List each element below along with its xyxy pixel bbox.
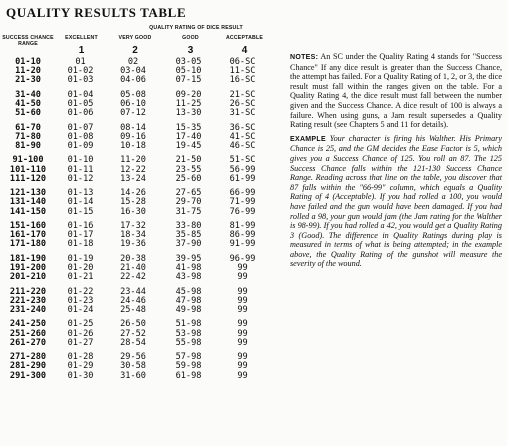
notes-paragraph — [290, 52, 502, 130]
rating-range-cell: 57-98 — [175, 352, 202, 363]
rating-range-cell: 43-98 — [175, 272, 202, 283]
table-row — [0, 142, 269, 151]
rating-range-cell: 01-05 — [67, 99, 94, 109]
rating-range-cell: 01-26 — [67, 328, 94, 339]
rating-range-cell: 11-25 — [175, 99, 202, 109]
rating-range-cell: 99 — [237, 262, 248, 273]
col-header-label: SUCCESS CHANCE RANGE — [2, 35, 54, 47]
rating-range-cell: 86-99 — [229, 230, 256, 241]
rating-range-cell: 07-15 — [175, 75, 202, 86]
rating-range-cell: 18-34 — [120, 230, 146, 241]
col-number-4: 4 — [241, 45, 248, 56]
rating-range-cell: 91-99 — [229, 239, 256, 250]
rating-range-cell: 21-50 — [175, 155, 202, 166]
col-header-excellent: EXCELLENT — [65, 35, 98, 41]
rating-range-cell: 31-60 — [120, 370, 146, 381]
quality-rating-header: QUALITY RATING OF DICE RESULT — [149, 25, 243, 31]
success-chance-range-cell: 11-20 — [15, 66, 41, 77]
notes-label: NOTES: — [290, 54, 319, 61]
rating-range-cell: 31-SC — [229, 108, 256, 119]
success-chance-range-cell: 271-280 — [9, 352, 47, 363]
rating-range-cell: 99 — [237, 370, 248, 381]
table-row — [0, 306, 269, 315]
rating-range-cell: 30-58 — [120, 361, 146, 372]
success-chance-range-cell: 181-190 — [9, 253, 47, 264]
rating-range-cell: 99 — [237, 304, 248, 315]
rating-range-cell: 13-30 — [175, 108, 202, 119]
rating-range-cell: 66-99 — [229, 188, 256, 199]
rating-range-cell: 05-10 — [175, 66, 202, 77]
rating-range-cell: 06-10 — [120, 99, 146, 109]
success-chance-range-cell: 31-40 — [15, 89, 41, 100]
rating-range-cell: 01-20 — [67, 262, 94, 273]
rating-range-cell: 27-65 — [175, 188, 202, 199]
rating-range-cell: 01-12 — [67, 173, 94, 184]
rating-range-cell: 25-48 — [120, 304, 146, 315]
success-chance-range-cell: 21-30 — [15, 75, 41, 86]
rating-range-cell: 20-38 — [120, 253, 146, 264]
rating-range-cell: 47-98 — [175, 295, 202, 306]
rating-range-cell: 55-98 — [175, 337, 202, 348]
success-chance-range-cell: 171-180 — [9, 239, 47, 250]
rating-range-cell: 01-17 — [67, 230, 94, 241]
rating-range-cell: 10-18 — [120, 141, 146, 151]
rating-range-cell: 51-SC — [229, 155, 256, 166]
success-chance-range-cell: 291-300 — [9, 370, 47, 381]
rating-range-cell: 21-40 — [120, 262, 146, 273]
col-header-success-chance — [0, 35, 56, 47]
rating-range-cell: 01-15 — [67, 206, 94, 217]
rating-range-cell: 01-19 — [67, 253, 94, 264]
rating-range-cell: 99 — [237, 361, 248, 372]
rating-range-cell: 03-05 — [175, 57, 202, 67]
rating-range-cell: 17-40 — [175, 131, 202, 142]
rating-range-cell: 11-20 — [120, 155, 146, 166]
rating-range-cell: 15-28 — [120, 197, 146, 208]
success-chance-range-cell: 61-70 — [15, 122, 41, 133]
rating-range-cell: 24-46 — [120, 295, 146, 306]
rating-range-cell: 01-11 — [67, 164, 94, 175]
example-text: Your character is firing his Walther. His Primary Chance is 25, and the GM decides the Ease Factor is 5, which gives you a Success Chance of 125. You roll an 87. The 125 Success Chance falls within the 121-130 Success Chance Range. Reading across that line on the table, you discover that 87 falls within the "66-99" column, which equals a Quality Rating of 4 (Acceptable). If you had rolled a 100, you would have failed and the gun would have been damaged. If you had rolled a 98, your gun would jam (the Jam rating for the Walther is 98-99). If you had rolled a 42, you would get a Quality Rating 3 (Good). The difference in Quality Ratings during play is measured in terms of what is being attempted; in the example above, the Quality Rating of the gunshot will measure the severity of the wound. — [290, 133, 503, 269]
rating-range-cell: 39-95 — [175, 253, 202, 264]
table-row — [0, 208, 269, 217]
rating-range-cell: 01-28 — [67, 352, 94, 363]
rating-range-cell: 01-07 — [67, 122, 94, 133]
rating-range-cell: 99 — [237, 352, 248, 363]
success-chance-range-cell: 141-150 — [9, 206, 47, 217]
rating-range-cell: 59-98 — [175, 361, 202, 372]
rating-range-cell: 15-35 — [175, 122, 202, 133]
rating-range-cell: 61-99 — [229, 173, 256, 184]
rating-range-cell: 22-42 — [120, 272, 146, 283]
rating-range-cell: 76-99 — [229, 206, 256, 217]
rating-range-cell: 99 — [237, 295, 248, 306]
rating-range-cell: 01-14 — [67, 197, 94, 208]
rating-range-cell: 99 — [237, 272, 248, 283]
rating-range-cell: 19-36 — [120, 239, 146, 250]
rating-range-cell: 45-98 — [175, 286, 202, 297]
success-chance-range-cell: 91-100 — [12, 155, 44, 166]
success-chance-range-cell: 281-290 — [9, 361, 47, 372]
success-chance-range-cell: 01-10 — [15, 57, 41, 67]
success-chance-range-cell: 241-250 — [9, 319, 47, 330]
rating-range-cell: 01-16 — [67, 220, 94, 231]
success-chance-range-cell: 101-110 — [9, 164, 47, 175]
rating-range-cell: 19-45 — [175, 141, 202, 151]
success-chance-range-cell: 261-270 — [9, 337, 47, 348]
col-number-3: 3 — [187, 45, 194, 56]
success-chance-range-cell: 51-60 — [15, 108, 41, 119]
rating-range-cell: 41-SC — [229, 131, 256, 142]
rating-range-cell: 04-06 — [120, 75, 146, 86]
notes-panel — [290, 52, 502, 273]
table-row — [0, 273, 269, 282]
rating-range-cell: 01-18 — [67, 239, 94, 250]
rating-range-cell: 01-03 — [67, 75, 94, 86]
success-chance-range-cell: 81-90 — [15, 141, 41, 151]
rating-range-cell: 05-08 — [120, 89, 146, 100]
rating-range-cell: 01-23 — [67, 295, 94, 306]
success-chance-range-cell: 201-210 — [9, 272, 47, 283]
rating-range-cell: 51-98 — [175, 319, 202, 330]
rating-range-cell: 09-16 — [120, 131, 146, 142]
example-paragraph — [290, 134, 502, 269]
success-chance-range-cell: 191-200 — [9, 262, 47, 273]
table-row — [0, 109, 269, 118]
rating-range-cell: 01-29 — [67, 361, 94, 372]
col-number-2: 2 — [132, 45, 138, 56]
rating-range-cell: 01-06 — [67, 108, 94, 119]
rating-range-cell: 01-09 — [67, 141, 94, 151]
rating-range-cell: 26-50 — [120, 319, 146, 330]
rating-range-cell: 12-22 — [120, 164, 146, 175]
success-chance-range-cell: 71-80 — [15, 131, 41, 142]
rating-range-cell: 14-26 — [120, 188, 146, 199]
table-row — [0, 76, 269, 85]
rating-range-cell: 35-85 — [175, 230, 202, 241]
rating-range-cell: 33-80 — [175, 220, 202, 231]
rating-range-cell: 23-44 — [120, 286, 146, 297]
success-chance-range-cell: 221-230 — [9, 295, 47, 306]
rating-range-cell: 01-24 — [67, 304, 94, 315]
page-title: QUALITY RESULTS TABLE — [6, 5, 187, 20]
rating-range-cell: 07-12 — [120, 108, 146, 119]
rating-range-cell: 09-20 — [175, 89, 202, 100]
rating-range-cell: 99 — [237, 319, 248, 330]
rating-range-cell: 01-02 — [67, 66, 94, 77]
rating-range-cell: 46-SC — [229, 141, 256, 151]
rating-range-cell: 01-08 — [67, 131, 94, 142]
rating-range-cell: 29-56 — [120, 352, 146, 363]
rating-range-cell: 03-04 — [120, 66, 146, 77]
rating-range-cell: 02 — [127, 57, 139, 67]
rating-range-cell: 53-98 — [175, 328, 202, 339]
success-chance-range-cell: 231-240 — [9, 304, 47, 315]
rating-range-cell: 01-22 — [67, 286, 94, 297]
rating-range-cell: 16-SC — [229, 75, 256, 86]
example-label: EXAMPLE — [290, 135, 326, 143]
rating-range-cell: 11-SC — [229, 66, 256, 77]
table-row — [0, 240, 269, 249]
success-chance-range-cell: 251-260 — [9, 328, 47, 339]
rating-range-cell: 01-21 — [67, 272, 94, 283]
success-chance-range-cell: 211-220 — [9, 286, 47, 297]
success-chance-range-cell: 41-50 — [15, 99, 41, 109]
rating-range-cell: 99 — [237, 328, 248, 339]
table-row — [0, 339, 269, 348]
success-chance-range-cell: 111-120 — [9, 173, 47, 184]
success-chance-range-cell: 121-130 — [9, 188, 47, 199]
rating-range-cell: 36-SC — [229, 122, 256, 133]
col-header-very-good: VERY GOOD — [118, 35, 152, 41]
rating-range-cell: 01 — [75, 57, 86, 67]
table-row — [0, 175, 269, 184]
rating-range-cell: 31-75 — [175, 206, 202, 217]
success-chance-range-cell: 131-140 — [9, 197, 47, 208]
col-header-good: GOOD — [182, 35, 199, 41]
rating-range-cell: 99 — [237, 286, 248, 297]
rating-range-cell: 17-32 — [120, 220, 146, 231]
rating-range-cell: 13-24 — [120, 173, 146, 184]
quality-results-table — [0, 58, 269, 381]
rating-range-cell: 81-99 — [229, 220, 256, 231]
rating-range-cell: 61-98 — [175, 370, 202, 381]
success-chance-range-cell: 151-160 — [9, 220, 47, 231]
rating-range-cell: 25-60 — [175, 173, 202, 184]
table-row — [0, 372, 269, 381]
success-chance-range-cell: 161-170 — [9, 230, 47, 241]
rating-range-cell: 06-SC — [229, 57, 256, 67]
rating-range-cell: 23-55 — [175, 164, 202, 175]
rating-range-cell: 96-99 — [229, 253, 256, 264]
rating-range-cell: 01-27 — [67, 337, 94, 348]
rating-range-cell: 71-99 — [229, 197, 256, 208]
rating-range-cell: 01-04 — [67, 89, 94, 100]
rating-range-cell: 29-70 — [175, 197, 202, 208]
col-header-acceptable: ACCEPTABLE — [225, 35, 264, 41]
rating-range-cell: 26-SC — [229, 99, 256, 109]
rating-range-cell: 16-30 — [120, 206, 146, 217]
rating-range-cell: 21-SC — [229, 89, 256, 100]
rating-range-cell: 56-99 — [229, 164, 256, 175]
rating-range-cell: 99 — [237, 337, 248, 348]
rating-range-cell: 01-30 — [67, 370, 94, 381]
rating-range-cell: 08-14 — [120, 122, 146, 133]
rating-range-cell: 49-98 — [175, 304, 202, 315]
rating-range-cell: 01-10 — [67, 155, 94, 166]
rating-range-cell: 27-52 — [120, 328, 146, 339]
rating-range-cell: 01-25 — [67, 319, 94, 330]
rating-range-cell: 41-98 — [175, 262, 202, 273]
rating-range-cell: 01-13 — [67, 188, 94, 199]
notes-text: An SC under the Quality Rating 4 stands for "Success Chance" If any dice result is greater than the Success Chance, the attempt has failed. For a Quality Rating of 1, 2, or 3, the dice result must fall within the ranges given on the table. For a Quality Rating 4, the dice result must fall between the number given and the Success Chance. A dice result of 100 is always a failure. When using guns, a Jam result supersedes a Quality Rating result (see Chapters 5 and 11 for details). — [290, 52, 502, 130]
rating-range-cell: 37-90 — [175, 239, 202, 250]
col-number-1: 1 — [78, 45, 85, 56]
rating-range-cell: 28-54 — [120, 337, 146, 348]
